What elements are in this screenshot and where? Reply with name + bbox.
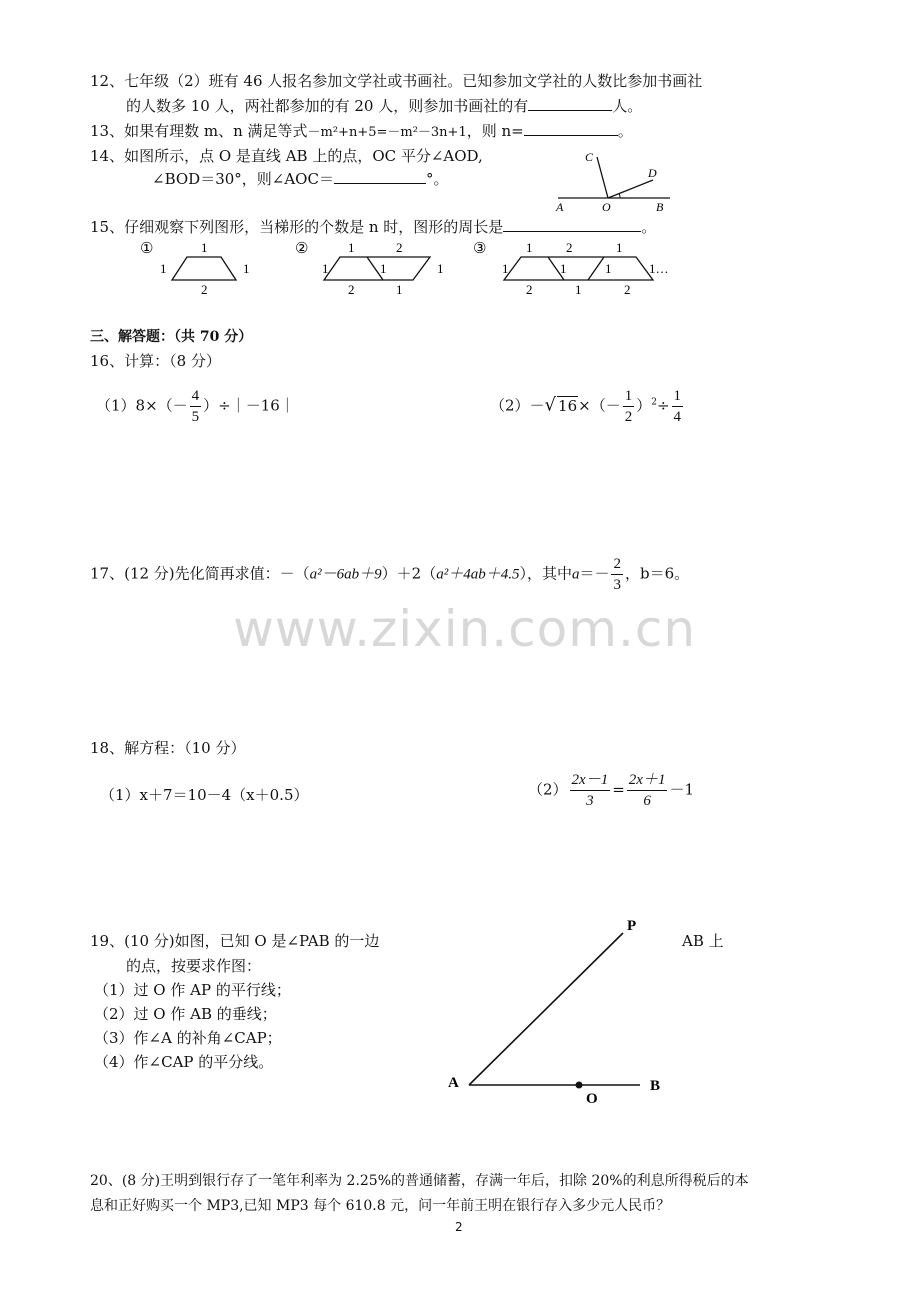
- q12-line2-end: 人。: [612, 97, 643, 115]
- q15-fig3-top3: 1: [616, 240, 623, 255]
- q17-expr2: a²＋4ab＋4.5: [436, 566, 520, 583]
- q16-p2-exponent: 2: [651, 397, 657, 408]
- q15-fig2-mid: 1: [380, 261, 387, 276]
- q15-fig3-marker: ③: [473, 241, 487, 257]
- q15-fig3-top2: 2: [566, 240, 573, 255]
- q17: [90, 554, 689, 595]
- q16-part1: [96, 386, 295, 427]
- q18-p2-denominator2: 6: [643, 793, 651, 809]
- q15-fig3-top1: 1: [526, 240, 533, 255]
- q18-p2-label: （2）: [528, 780, 568, 799]
- q17-var: a: [571, 566, 580, 583]
- q16-p1-fraction: [190, 386, 202, 427]
- q18-p2-equals: =: [612, 780, 625, 799]
- q16-p2-denominator: 2: [624, 409, 633, 425]
- q16-p1-text: （1）8×（－: [96, 396, 188, 415]
- q15-trapezoid-figures: [130, 236, 710, 298]
- q17-text-d: ＝－: [579, 564, 610, 583]
- q16-title: 16、计算：（8 分）: [90, 352, 221, 370]
- q15-fig2-right: 1: [437, 261, 444, 276]
- q18-p2-numerator1: 2x－1: [570, 770, 611, 791]
- watermark: www.zixin.com.cn: [233, 600, 697, 658]
- q14-line2: [152, 168, 448, 189]
- q19-label-o: O: [586, 1091, 598, 1107]
- q12-line2: [126, 95, 642, 116]
- q18-part1: （1）x＋7＝10－4（x＋0.5）: [100, 786, 309, 804]
- q14-label-a: A: [556, 200, 564, 214]
- q19-point-o: [576, 1082, 583, 1089]
- q15-fig3-divider2: [588, 257, 604, 280]
- q15-fig2-marker: ②: [295, 241, 309, 257]
- q19-item4: （4）作∠CAP 的平分线。: [94, 1053, 274, 1071]
- q19-ray-ap: [469, 933, 623, 1085]
- q17-denominator: 3: [613, 577, 621, 593]
- q15-fig2-bottom2: 1: [396, 282, 403, 297]
- q15-fig3-mid1: 1: [560, 261, 567, 276]
- q15-fig1-right: 1: [243, 261, 250, 276]
- q19-line1-tail: AB 上: [682, 932, 724, 950]
- q16-part2: [490, 386, 685, 427]
- page-number: 2: [455, 1220, 463, 1234]
- q16-p2-text: （2）－: [490, 396, 545, 415]
- q12-line1: 12、七年级（2）班有 46 人报名参加文学社或书画社。已知参加文学社的人数比参加书画社: [90, 72, 703, 90]
- q15-fig3-bottom1: 2: [526, 282, 533, 297]
- q16-p2-fraction2: [672, 386, 684, 427]
- q18-title: 18、解方程：（10 分）: [90, 739, 246, 757]
- q17-numerator: 2: [611, 554, 623, 575]
- q17-text-b: ）＋2（: [381, 564, 437, 583]
- q15-fig3-bottom3: 2: [624, 282, 631, 297]
- q15-answer-blank[interactable]: [503, 216, 641, 232]
- q17-text: 17、(12 分)先化简再求值：－（: [90, 564, 310, 583]
- q14-label-b: B: [656, 200, 664, 214]
- q16-p1-tail: ）÷｜－16｜: [203, 396, 295, 415]
- section3-title: 三、解答题：（共 70 分）: [90, 329, 253, 345]
- q19-label-a: A: [448, 1075, 459, 1091]
- q13-equation: －m²+n+5=－m²－3n+1: [307, 125, 467, 140]
- q17-fraction: [611, 554, 623, 595]
- q17-text-c: ），其中: [519, 564, 572, 583]
- q14-line1: 14、如图所示，点 O 是直线 AB 上的点，OC 平分∠AOD,: [90, 147, 483, 165]
- q14-line2-text: ∠BOD＝30°，则∠AOC＝: [152, 170, 334, 188]
- q20-line2: 息和正好购买一个 MP3,已知 MP3 每个 610.8 元，问一年前王明在银行存入多少元人民币？: [90, 1198, 671, 1214]
- q17-expr1: a²－6ab＋9: [309, 566, 382, 583]
- q16-p2-sqrt: 16: [558, 396, 578, 415]
- q16-p2-mid: ×（－: [578, 396, 621, 415]
- q16-p2-div: ÷: [656, 396, 670, 415]
- q19-item2: （2）过 O 作 AB 的垂线；: [94, 1005, 277, 1023]
- q16-p2-numerator: 1: [623, 386, 635, 407]
- q16-p2-fraction: [623, 386, 635, 427]
- q15-fig1-top: 1: [201, 240, 208, 255]
- q15-text: 15、仔细观察下列图形，当梯形的个数是 n 时，图形的周长是: [90, 218, 504, 236]
- q16-p2-close: ）: [636, 396, 652, 415]
- q13-text-b: ，则 n=: [466, 122, 524, 140]
- q15-fig3-outline: [504, 257, 653, 280]
- q20-line1: 20、(8 分)王明到银行存了一笔年利率为 2.25%的普通储蓄，存满一年后，扣除 20%的利息所得税后的本: [90, 1173, 749, 1189]
- q18-part2: [528, 770, 694, 811]
- q18-p2-fraction1: [570, 770, 611, 811]
- q12-answer-blank[interactable]: [528, 95, 612, 111]
- q15: [90, 216, 656, 237]
- q15-fig2-bottom1: 2: [348, 282, 355, 297]
- q19-label-p: P: [627, 918, 637, 934]
- q15-fig3-bottom2: 1: [575, 282, 582, 297]
- q16-p2-denominator2: 4: [673, 409, 682, 425]
- q15-fig2-outline: [324, 257, 430, 280]
- q15-fig1-left: 1: [160, 261, 167, 276]
- q14-ray-oc: [597, 157, 608, 198]
- q14-ray-od: [608, 180, 653, 198]
- q15-end: 。: [641, 218, 657, 236]
- q15-fig1-bottom: 2: [201, 282, 208, 297]
- q13-text: 13、如果有理数 m、n 满足等式: [90, 122, 308, 140]
- q14-label-o: O: [602, 200, 611, 214]
- q19-angle-figure: [440, 908, 680, 1108]
- q14-label-d: D: [648, 166, 657, 180]
- q14-label-c: C: [585, 150, 594, 164]
- q19-item3: （3）作∠A 的补角∠CAP；: [94, 1029, 282, 1047]
- q15-fig1-marker: ①: [140, 241, 154, 257]
- q16-p2-numerator2: 1: [672, 386, 684, 407]
- q18-p2-fraction2: [627, 770, 668, 811]
- q15-fig1-trapezoid: [172, 257, 236, 280]
- q12-line2-text: 的人数多 10 人，两社都参加的有 20 人，则参加书画社的有: [126, 97, 529, 115]
- q18-p2-denominator1: 3: [586, 793, 594, 809]
- q17-text-e: ，b＝6。: [624, 564, 690, 583]
- q14-angle-figure: [550, 145, 680, 215]
- q16-p1-numerator: 4: [190, 386, 202, 407]
- q15-fig2-top2: 2: [396, 240, 403, 255]
- q18-p2-numerator2: 2x＋1: [627, 770, 668, 791]
- sqrt-icon: √: [544, 394, 557, 416]
- q19-item1: （1）过 O 作 AP 的平行线；: [94, 981, 291, 999]
- q13-end: 。: [617, 122, 633, 140]
- q15-fig2-left: 1: [322, 261, 329, 276]
- q16-p1-denominator: 5: [191, 409, 200, 425]
- q19-label-b: B: [650, 1078, 661, 1094]
- q19-line1: 19、(10 分)如图，已知 O 是∠PAB 的一边: [90, 932, 380, 950]
- q13: [90, 120, 633, 141]
- q14-line2-end: °。: [425, 170, 449, 188]
- q19-line2: 的点，按要求作图：: [126, 957, 262, 975]
- q15-fig2-top1: 1: [348, 240, 355, 255]
- q15-fig3-mid2: 1: [605, 261, 612, 276]
- q14-answer-blank[interactable]: [334, 168, 426, 184]
- q18-p2-tail: －1: [669, 780, 695, 799]
- q13-answer-blank[interactable]: [524, 120, 618, 136]
- q15-fig3-left: 1: [502, 261, 509, 276]
- q15-fig3-right: 1…: [649, 261, 669, 276]
